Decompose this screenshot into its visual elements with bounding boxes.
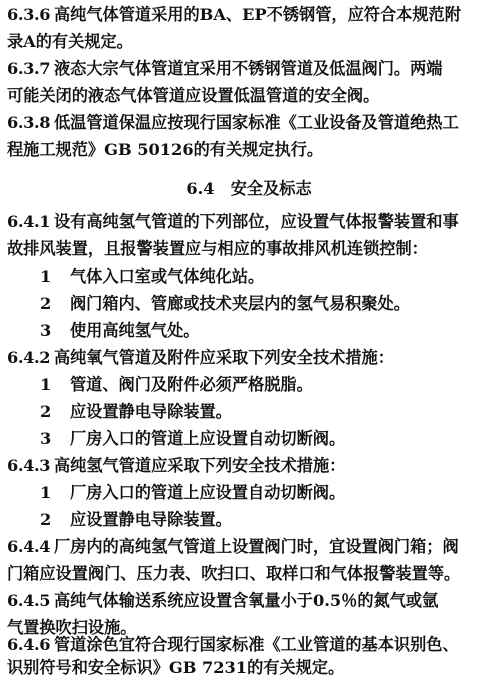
clause-text: 录A的有关规定。 [7, 32, 133, 51]
clause-6-4-2 [0, 343, 498, 373]
clause-text: 高纯气体管道采用的BA、EP不锈钢管，应符合本规范附 [54, 5, 461, 24]
clause-text: 管道涂色宜符合现行国家标准《工业管道的基本识别色、 [54, 635, 459, 654]
clause-6-3-7 [0, 54, 498, 84]
item-number: 2 [40, 294, 52, 313]
clause-text: 低温管道保温应按现行国家标准《工业设备及管道绝热工 [54, 113, 459, 132]
clause-text: 设有高纯氢气管道的下列部位，应设置气体报警装置和事 [54, 212, 459, 231]
item-number: 2 [40, 510, 52, 529]
clause-number: 6.4.4 [7, 537, 51, 556]
clause-number: 6.3.8 [7, 113, 51, 132]
list-item [40, 289, 498, 319]
list-item [40, 505, 498, 535]
clause-6-4-4 [0, 532, 498, 562]
clause-number: 6.4.5 [7, 591, 51, 610]
section-heading [0, 174, 498, 204]
list-item [40, 370, 498, 400]
clause-number: 6.4.1 [7, 212, 51, 231]
clause-6-4-3 [0, 451, 498, 481]
item-text: 管道、阀门及附件必须严格脱脂。 [70, 375, 313, 394]
clause-number: 6.3.7 [7, 59, 51, 78]
item-number: 3 [40, 321, 52, 340]
clause-text: 程施工规范》GB 50126的有关规定执行。 [7, 140, 324, 159]
clause-number: 6.4.6 [7, 635, 51, 654]
item-number: 3 [40, 429, 52, 448]
item-number: 2 [40, 402, 52, 421]
item-text: 阀门箱内、管廊或技术夹层内的氢气易积聚处。 [70, 294, 410, 313]
item-text: 应设置静电导除装置。 [70, 510, 232, 529]
item-number: 1 [40, 375, 52, 394]
clause-number: 6.4.3 [7, 456, 51, 475]
clause-text: 故排风装置，且报警装置应与相应的事故排风机连锁控制： [7, 239, 428, 258]
item-text: 厂房入口的管道上应设置自动切断阀。 [70, 429, 346, 448]
item-text: 使用高纯氢气处。 [70, 321, 200, 340]
clause-text: 可能关闭的液态气体管道应设置低温管道的安全阀。 [7, 86, 380, 105]
item-text: 厂房入口的管道上应设置自动切断阀。 [70, 483, 346, 502]
clause-text: 高纯氢气管道应采取下列安全技术措施： [54, 456, 346, 475]
clause-text: 厂房内的高纯氢气管道上设置阀门时，宜设置阀门箱；阀 [54, 537, 459, 556]
clause-6-3-8-continued [7, 135, 498, 165]
clause-6-4-1 [0, 207, 498, 237]
clause-number: 6.3.6 [7, 5, 51, 24]
list-item [40, 478, 498, 508]
clause-6-4-6-continued [7, 653, 498, 683]
clause-text: 液态大宗气体管道宜采用不锈钢管道及低温阀门。两端 [54, 59, 443, 78]
clause-text: 识别符号和安全标识》GB 7231的有关规定。 [7, 658, 345, 677]
list-item [40, 424, 498, 454]
clause-6-3-6-continued [7, 27, 498, 57]
clause-6-3-6 [0, 0, 498, 30]
list-item [40, 397, 498, 427]
clause-number: 6.4.2 [7, 348, 51, 367]
clause-text: 高纯氧气管道及附件应采取下列安全技术措施： [54, 348, 394, 367]
clause-6-3-7-continued [7, 81, 498, 111]
item-number: 1 [40, 267, 52, 286]
clause-6-4-4-continued [7, 559, 498, 589]
list-item [40, 262, 498, 292]
item-number: 1 [40, 483, 52, 502]
item-text: 应设置静电导除装置。 [70, 402, 232, 421]
clause-text: 高纯气体输送系统应设置含氧量小于0.5％的氮气或氩 [54, 591, 439, 610]
item-text: 气体入口室或气体纯化站。 [70, 267, 265, 286]
clause-6-4-5 [0, 586, 498, 616]
list-item [40, 316, 498, 346]
clause-6-4-1-continued [7, 234, 498, 264]
section-title: 6.4 安全及标志 [186, 179, 312, 198]
clause-text: 气置换吹扫设施。 [7, 618, 137, 637]
clause-6-3-8 [0, 108, 498, 138]
clause-text: 门箱应设置阀门、压力表、吹扫口、取样口和气体报警装置等。 [7, 564, 461, 583]
